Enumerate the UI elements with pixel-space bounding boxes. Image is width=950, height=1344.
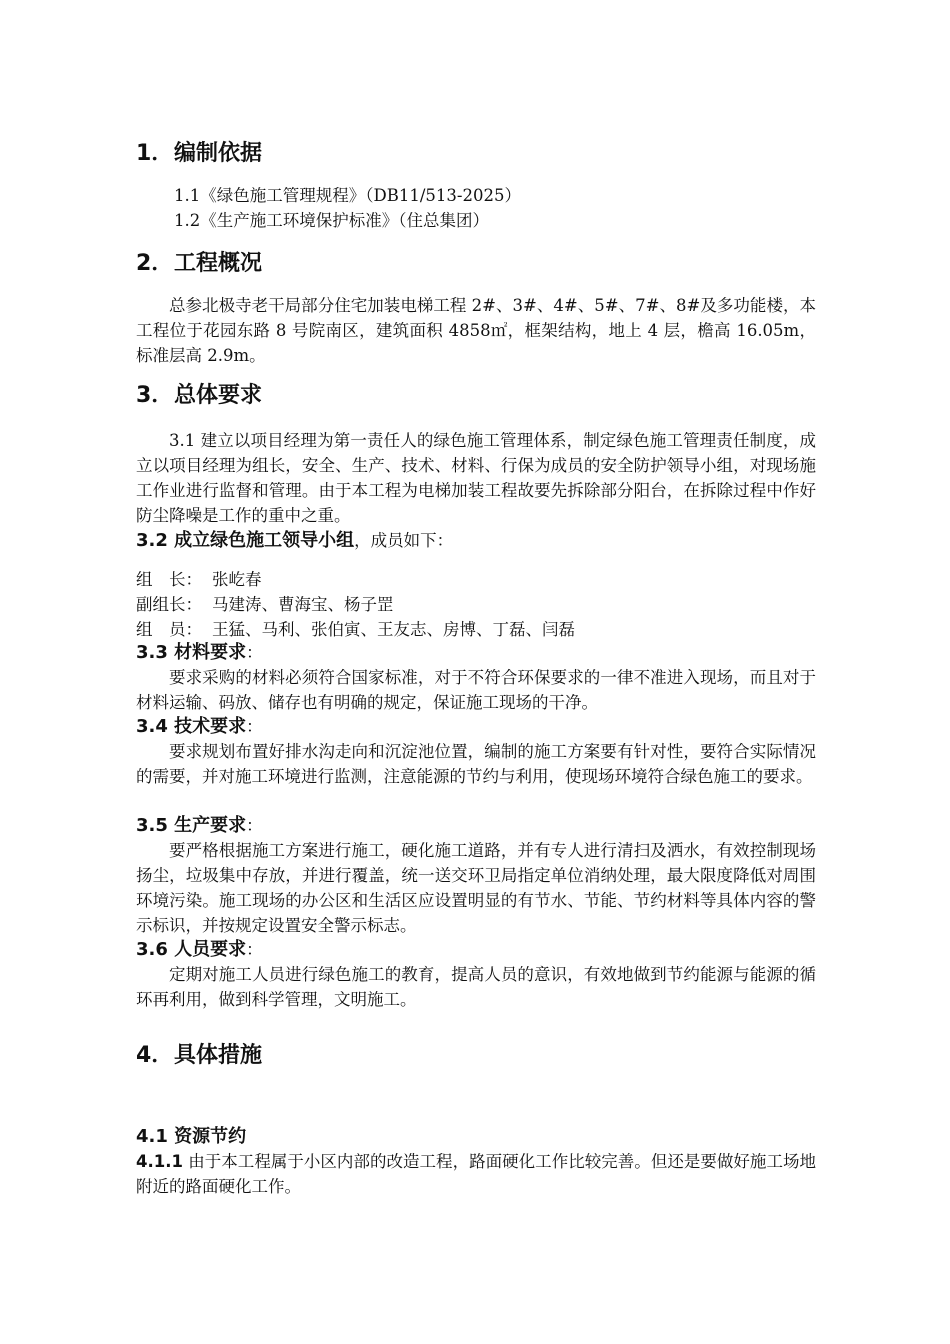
heading-3-3-tail: ：	[246, 643, 263, 662]
heading-3-5-tail: ：	[246, 816, 263, 835]
member-names: 王猛、马利、张伯寅、王友志、房博、丁磊、闫磊	[212, 620, 575, 639]
heading-3-3-title: 3.3 材料要求	[136, 642, 247, 663]
member-staff	[136, 617, 575, 642]
section-3-number: 3．	[136, 383, 174, 408]
paragraph-3-3: 要求采购的材料必须符合国家标准，对于不符合环保要求的一律不准进入现场，而且对于材料运输、码放、储存也有明确的规定，保证施工现场的干净。	[136, 668, 816, 712]
heading-3-2-title: 3.2 成立绿色施工领导小组	[136, 530, 355, 551]
heading-4-1: 4.1 资源节约	[136, 1126, 247, 1147]
member-role: 组 员：	[136, 620, 202, 639]
section-4-heading	[136, 1041, 262, 1071]
heading-3-4-tail: ：	[246, 717, 263, 736]
heading-3-3	[136, 640, 263, 665]
heading-3-2	[136, 528, 453, 553]
section-1-heading	[136, 139, 262, 169]
paragraph-3-4: 要求规划布置好排水沟走向和沉淀池位置，编制的施工方案要有针对性，要符合实际情况的需要，并对施工环境进行监测，注意能源的节约与利用，使现场环境符合绿色施工的要求。	[136, 742, 816, 786]
heading-3-4-title: 3.4 技术要求	[136, 716, 247, 737]
project-overview-paragraph: 总参北极寺老干局部分住宅加装电梯工程 2#、3#、4#、5#、7#、8#及多功能楼，本工程位于花园东路 8 号院南区，建筑面积 4858㎡，框架结构，地上 4 层，檐高 16.05m，标准层高 2.9m。	[136, 296, 816, 365]
basis-item-1: 1.1《绿色施工管理规程》（DB11/513-2025）	[174, 186, 521, 205]
paragraph-3-5: 要严格根据施工方案进行施工，硬化施工道路，并有专人进行清扫及洒水，有效控制现场扬尘，垃圾集中存放，并进行覆盖，统一送交环卫局指定单位消纳处理，最大限度降低对周围环境污染。施工现场的办公区和生活区应设置明显的有节水、节能、节约材料等具体内容的警示标识，并按规定设置安全警示标志。	[136, 841, 816, 935]
section-1-title: 编制依据	[174, 141, 263, 166]
paragraph-3-6: 定期对施工人员进行绿色施工的教育，提高人员的意识，有效地做到节约能源与能源的循环再利用，做到科学管理，文明施工。	[136, 965, 816, 1009]
member-names: 马建涛、曹海宝、杨子罡	[212, 595, 394, 614]
member-names: 张屹春	[212, 570, 262, 589]
heading-3-2-tail: ，成员如下：	[354, 531, 454, 550]
paragraph-4-1-1	[136, 1149, 816, 1199]
heading-3-6	[136, 937, 263, 962]
section-1-number: 1．	[136, 141, 174, 166]
heading-3-5	[136, 813, 263, 838]
paragraph-4-1-1-number: 4.1.1	[136, 1152, 183, 1171]
heading-3-4	[136, 714, 263, 739]
heading-3-5-title: 3.5 生产要求	[136, 815, 247, 836]
paragraph-3-1: 3.1 建立以项目经理为第一责任人的绿色施工管理体系，制定绿色施工管理责任制度，成立以项目经理为组长，安全、生产、技术、材料、行保为成员的安全防护领导小组，对现场施工作业进行监督和管理。由于本工程为电梯加装工程故要先拆除部分阳台，在拆除过程中作好防尘降噪是工作的重中之重。	[136, 431, 816, 525]
section-4-number: 4．	[136, 1043, 174, 1068]
section-4-title: 具体措施	[174, 1043, 263, 1068]
member-deputy	[136, 592, 394, 617]
section-3-title: 总体要求	[174, 383, 263, 408]
member-role: 组 长：	[136, 570, 202, 589]
basis-item-2: 1.2《生产施工环境保护标准》（住总集团）	[174, 211, 489, 230]
section-2-title: 工程概况	[174, 251, 263, 276]
member-role: 副组长：	[136, 595, 202, 614]
section-3-heading	[136, 381, 262, 411]
section-2-heading	[136, 249, 262, 279]
member-leader	[136, 567, 262, 592]
section-2-number: 2．	[136, 251, 174, 276]
heading-3-6-title: 3.6 人员要求	[136, 939, 247, 960]
heading-3-6-tail: ：	[246, 940, 263, 959]
paragraph-4-1-1-text: 由于本工程属于小区内部的改造工程，路面硬化工作比较完善。但还是要做好施工场地附近的路面硬化工作。	[136, 1152, 816, 1196]
